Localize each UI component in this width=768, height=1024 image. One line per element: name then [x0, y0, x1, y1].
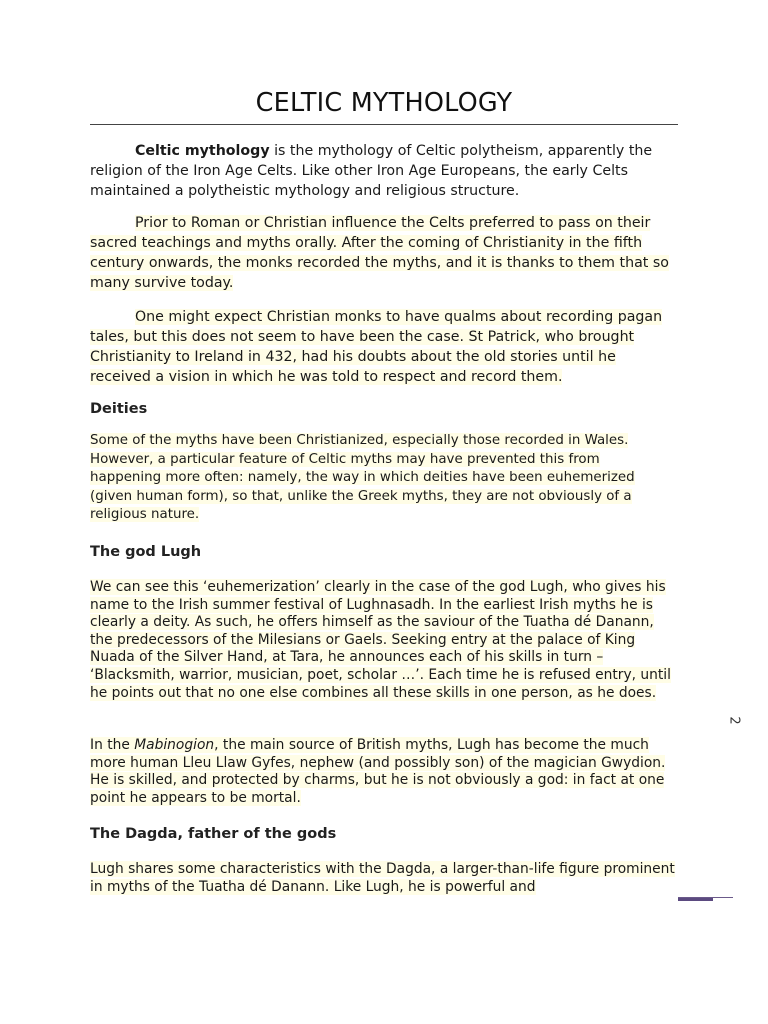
page-number: 2: [726, 716, 742, 725]
intro-section-2: [90, 213, 675, 293]
intro-paragraph-1: [90, 141, 675, 201]
intro-paragraph-1-text: is the mythology of Celtic polytheism, apparently the religion of the Iron Age Celts. Like other Iron Age Europeans, the early Celts maintained a polytheistic mythology and religious structure.: [90, 143, 653, 199]
intro-paragraph-3: [90, 307, 675, 387]
intro-paragraph-3-text: One might expect Christian monks to have qualms about recording pagan tales, but this does not seem to have been the case. St Patrick, who brought Christianity to Ireland in 432, had his doubts about the old stories until he received a vision in which he was told to respect and record them.: [90, 309, 663, 385]
page-title: CELTIC MYTHOLOGY: [255, 88, 513, 118]
intro-paragraph-2: [90, 213, 675, 293]
lugh-paragraph-2: [90, 737, 675, 807]
lugh-heading: The god Lugh: [90, 544, 202, 560]
lugh-section: [90, 579, 675, 702]
deities-paragraph: [90, 432, 675, 525]
footer-accent-bar: [678, 898, 713, 901]
lugh-paragraph-1-text: We can see this ‘euhemerization’ clearly in the case of the god Lugh, who gives his name to the Irish summer festival of Lughnasadh. In the earliest Irish myths he is clearly a deity. As such, he offers himself as the saviour of the Tuatha dé Danann, the predecessors of the Milesians or Gaels. Seeking entry at the palace of King Nuada of the Silver Hand, at Tara, he announces each of his skills in turn – ‘Blacksmith, warrior, musician, poet, scholar …’. Each time he is refused entry, until he points out that no one else combines all these skills in one person, as he does.: [90, 579, 671, 701]
lugh-paragraph-2-start: In the: [90, 737, 135, 753]
deities-heading: Deities: [90, 401, 148, 417]
deities-paragraph-text: Some of the myths have been Christianized, especially those recorded in Wales. However, a particular feature of Celtic myths may have prevented this from happening more often: namely, the way in which deities have been euhemerized (given human form), so that, unlike the Greek myths, they are not obviously of a religious nature.: [90, 433, 635, 522]
lugh-section-2: [90, 737, 675, 807]
deities-section: [90, 432, 675, 525]
dagda-heading: The Dagda, father of the gods: [90, 826, 337, 842]
dagda-section: [90, 861, 675, 896]
title-underline: [90, 124, 678, 125]
intro-paragraph-2-text: Prior to Roman or Christian influence the Celts preferred to pass on their sacred teachings and myths orally. After the coming of Christianity in the fifth century onwards, the monks recorded the myths, and it is thanks to them that so many survive today.: [90, 215, 669, 291]
dagda-paragraph: [90, 861, 675, 896]
intro-section-3: [90, 307, 675, 387]
intro-bold-term: Celtic mythology: [135, 143, 270, 159]
mabinogion-italic: Mabinogion: [134, 737, 215, 753]
dagda-paragraph-text: Lugh shares some characteristics with the Dagda, a larger-than-life figure prominent in myths of the Tuatha dé Danann. Like Lugh, he is powerful and: [90, 861, 675, 895]
lugh-paragraph-2-text: , the main source of British myths, Lugh has become the much more human Lleu Llaw Gyfes, nephew (and possibly son) of the magician Gwydion. He is skilled, and protected by charms, but he is not obviously a god: in fact at one point he appears to be mortal.: [90, 737, 666, 806]
intro-section: [90, 141, 675, 201]
lugh-paragraph-1: [90, 579, 675, 702]
